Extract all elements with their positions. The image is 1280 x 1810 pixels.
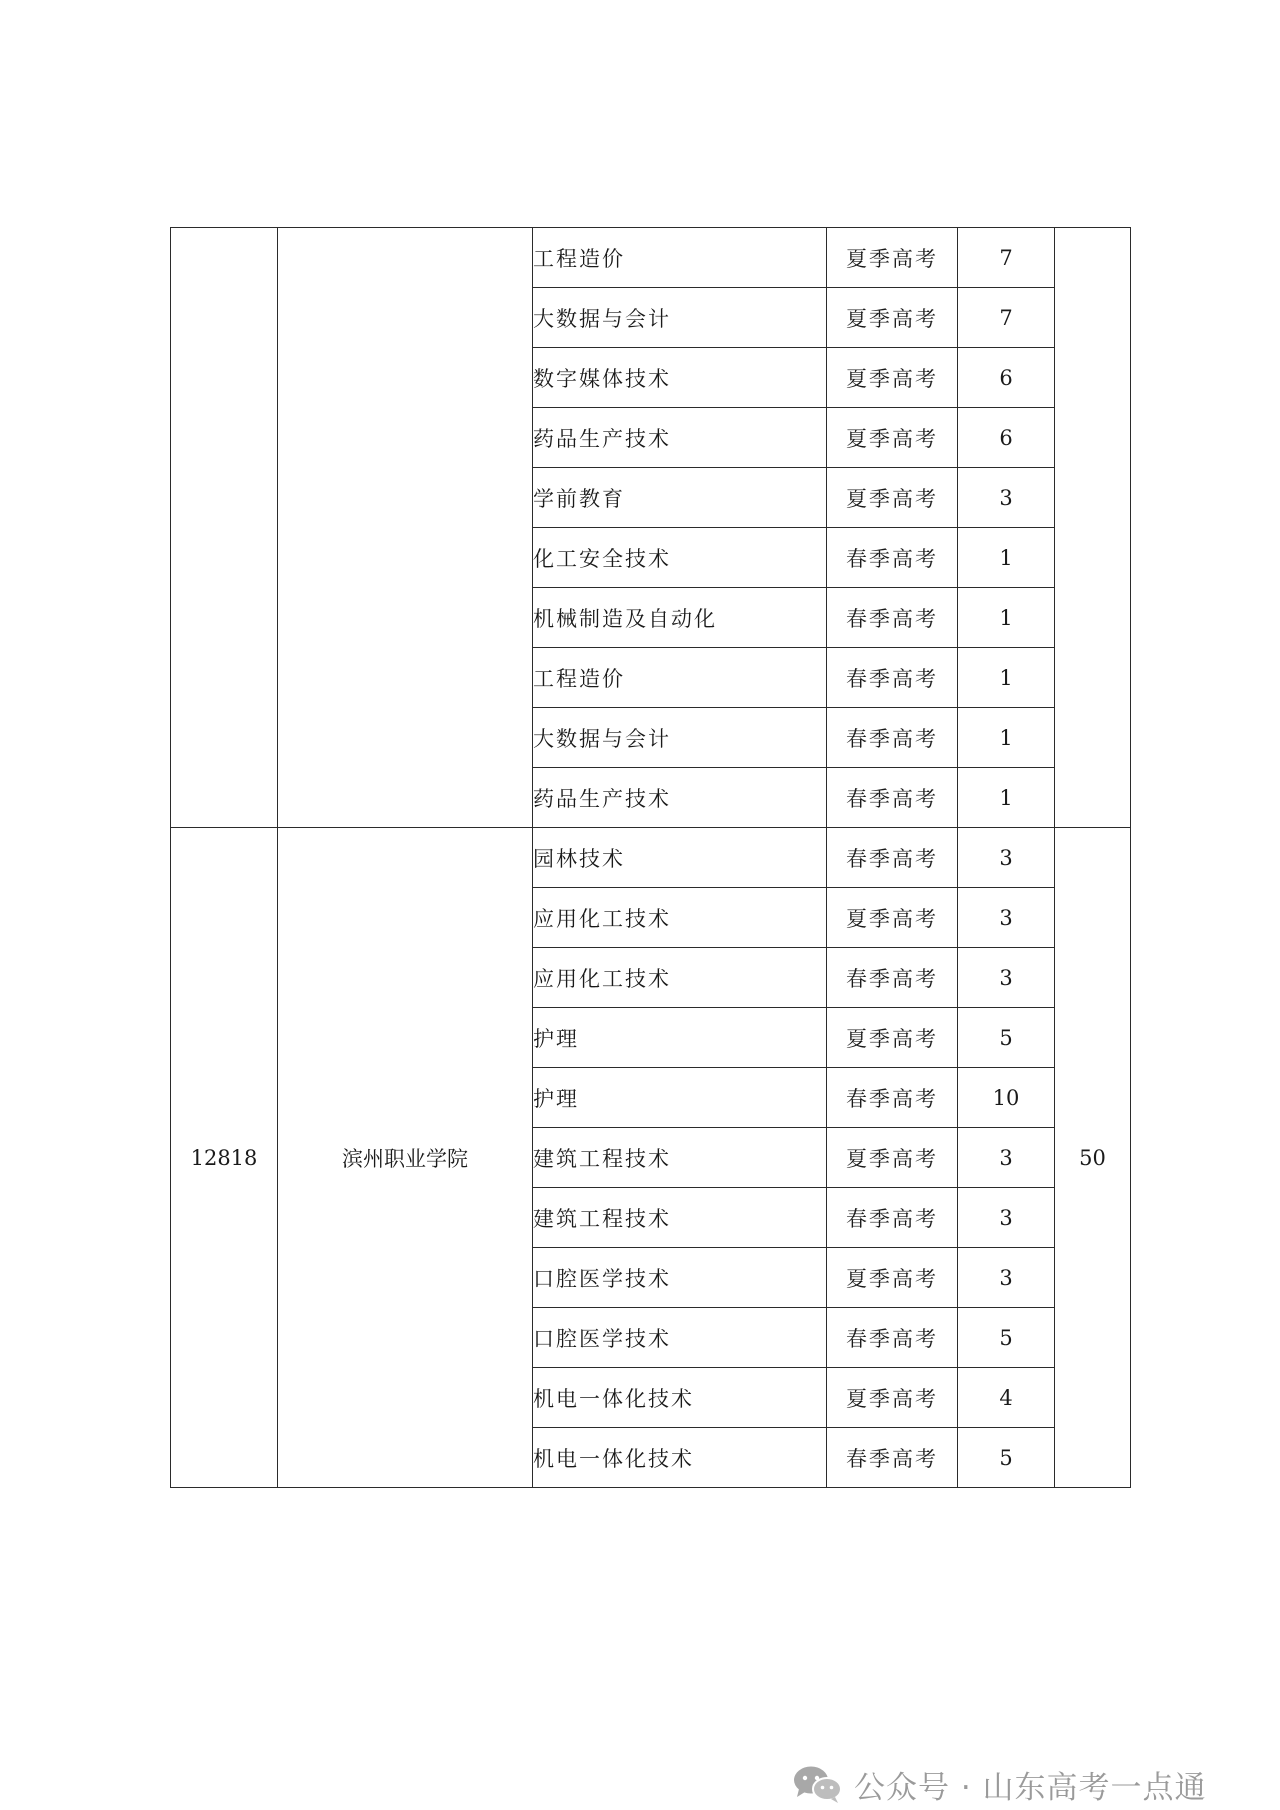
exam-type-cell: 夏季高考 [827,348,958,408]
exam-type-cell: 夏季高考 [827,1368,958,1428]
major-cell: 建筑工程技术 [533,1188,827,1248]
school-code-cell [171,228,278,828]
major-cell: 护理 [533,1068,827,1128]
plan-count-cell: 1 [958,708,1055,768]
exam-type-cell: 春季高考 [827,588,958,648]
plan-count-cell: 6 [958,348,1055,408]
plan-count-cell: 5 [958,1008,1055,1068]
plan-count-cell: 1 [958,648,1055,708]
plan-count-cell: 1 [958,588,1055,648]
plan-count-cell: 5 [958,1428,1055,1488]
plan-count-cell: 3 [958,828,1055,888]
major-cell: 工程造价 [533,648,827,708]
plan-count-cell: 3 [958,1248,1055,1308]
table-row [171,828,1131,888]
exam-type-cell: 夏季高考 [827,1128,958,1188]
major-cell: 机电一体化技术 [533,1368,827,1428]
plan-count-cell: 3 [958,948,1055,1008]
enrollment-plan-table [170,227,1131,1488]
wechat-icon [792,1764,844,1804]
major-cell: 大数据与会计 [533,708,827,768]
major-cell: 数字媒体技术 [533,348,827,408]
exam-type-cell: 夏季高考 [827,1248,958,1308]
major-cell: 园林技术 [533,828,827,888]
plan-count-cell: 10 [958,1068,1055,1128]
exam-type-cell: 春季高考 [827,768,958,828]
plan-count-cell: 6 [958,408,1055,468]
exam-type-cell: 夏季高考 [827,288,958,348]
exam-type-cell: 夏季高考 [827,468,958,528]
table-body [171,228,1131,1488]
plan-count-cell: 5 [958,1308,1055,1368]
plan-count-cell: 3 [958,1188,1055,1248]
major-cell: 口腔医学技术 [533,1248,827,1308]
exam-type-cell: 春季高考 [827,528,958,588]
plan-count-cell: 1 [958,528,1055,588]
exam-type-cell: 夏季高考 [827,888,958,948]
exam-type-cell: 春季高考 [827,1308,958,1368]
major-cell: 口腔医学技术 [533,1308,827,1368]
major-cell: 应用化工技术 [533,888,827,948]
major-cell: 机电一体化技术 [533,1428,827,1488]
exam-type-cell: 夏季高考 [827,1008,958,1068]
major-cell: 学前教育 [533,468,827,528]
exam-type-cell: 夏季高考 [827,228,958,288]
major-cell: 药品生产技术 [533,768,827,828]
major-cell: 工程造价 [533,228,827,288]
major-cell: 化工安全技术 [533,528,827,588]
plan-count-cell: 3 [958,468,1055,528]
school-total-cell: 50 [1055,828,1131,1488]
major-cell: 机械制造及自动化 [533,588,827,648]
watermark-text: 公众号 · 山东高考一点通 [854,1769,1207,1806]
table-row [171,228,1131,288]
plan-count-cell: 3 [958,1128,1055,1188]
plan-count-cell: 7 [958,228,1055,288]
major-cell: 护理 [533,1008,827,1068]
school-total-cell [1055,228,1131,828]
major-cell: 大数据与会计 [533,288,827,348]
watermark [792,1762,1207,1806]
major-cell: 应用化工技术 [533,948,827,1008]
exam-type-cell: 春季高考 [827,948,958,1008]
school-code-cell: 12818 [171,828,278,1488]
plan-count-cell: 7 [958,288,1055,348]
school-name-cell [278,228,533,828]
plan-count-cell: 4 [958,1368,1055,1428]
exam-type-cell: 夏季高考 [827,408,958,468]
exam-type-cell: 春季高考 [827,648,958,708]
major-cell: 药品生产技术 [533,408,827,468]
exam-type-cell: 春季高考 [827,1068,958,1128]
exam-type-cell: 春季高考 [827,708,958,768]
exam-type-cell: 春季高考 [827,828,958,888]
plan-count-cell: 3 [958,888,1055,948]
plan-count-cell: 1 [958,768,1055,828]
school-name-cell: 滨州职业学院 [278,828,533,1488]
exam-type-cell: 春季高考 [827,1188,958,1248]
major-cell: 建筑工程技术 [533,1128,827,1188]
exam-type-cell: 春季高考 [827,1428,958,1488]
